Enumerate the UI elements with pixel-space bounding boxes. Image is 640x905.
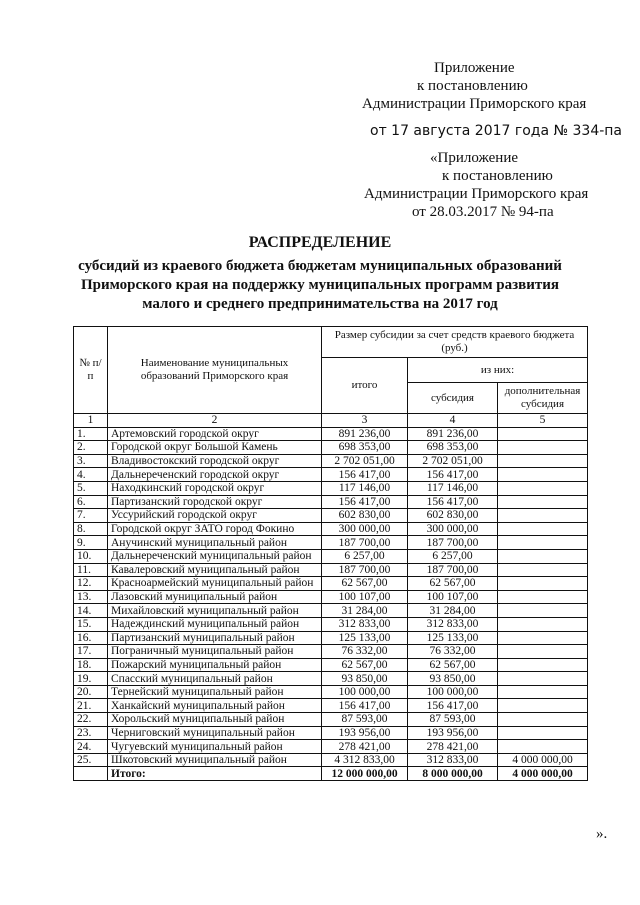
- subsidy-amount: 312 833,00: [408, 753, 498, 767]
- col-header-subsidy: субсидия: [408, 383, 498, 414]
- row-number: 16.: [74, 631, 108, 645]
- extra-subsidy-amount: [498, 536, 588, 550]
- grand-subsidy-amount: 8 000 000,00: [408, 767, 498, 781]
- subtitle-line: Приморского края на поддержку муниципальных программ развития: [80, 277, 560, 293]
- table-row: [74, 590, 588, 604]
- municipality-name: Лазовский муниципальный район: [108, 590, 322, 604]
- row-number: 10.: [74, 549, 108, 563]
- subsidy-amount: 156 417,00: [408, 495, 498, 509]
- subsidy-amount: 156 417,00: [408, 468, 498, 482]
- subsidy-amount: 100 107,00: [408, 590, 498, 604]
- row-number: 12.: [74, 577, 108, 591]
- municipality-name: Партизанский муниципальный район: [108, 631, 322, 645]
- col-header-extra-subsidy: дополнительная субсидия: [498, 383, 588, 414]
- extra-subsidy-amount: [498, 631, 588, 645]
- table-row: [74, 536, 588, 550]
- total-amount: 187 700,00: [322, 536, 408, 550]
- table-row: [74, 713, 588, 727]
- subsidy-amount: 891 236,00: [408, 427, 498, 441]
- total-row-number: [74, 767, 108, 781]
- row-number: 14.: [74, 604, 108, 618]
- subsidy-amount: 278 421,00: [408, 740, 498, 754]
- total-amount: 300 000,00: [322, 522, 408, 536]
- extra-subsidy-amount: [498, 577, 588, 591]
- total-amount: 4 312 833,00: [322, 753, 408, 767]
- table-row: [74, 753, 588, 767]
- extra-subsidy-amount: [498, 617, 588, 631]
- extra-subsidy-amount: [498, 658, 588, 672]
- table-row: [74, 604, 588, 618]
- municipality-name: Городской округ Большой Камень: [108, 441, 322, 455]
- subtitle-line: малого и среднего предпринимательства на 2017 год: [142, 296, 498, 312]
- table-row: [74, 549, 588, 563]
- extra-subsidy-amount: [498, 740, 588, 754]
- extra-subsidy-amount: [498, 441, 588, 455]
- extra-subsidy-amount: [498, 699, 588, 713]
- subsidy-amount: 76 332,00: [408, 645, 498, 659]
- subsidy-amount: 93 850,00: [408, 672, 498, 686]
- total-amount: 31 284,00: [322, 604, 408, 618]
- table-row: [74, 509, 588, 523]
- col-header-of-them: из них:: [408, 358, 588, 383]
- column-number: 5: [498, 414, 588, 428]
- row-number: 1.: [74, 427, 108, 441]
- total-amount: 156 417,00: [322, 699, 408, 713]
- municipality-name: Партизанский городской округ: [108, 495, 322, 509]
- header-date-number: от 17 августа 2017 года № 334-па: [370, 123, 623, 139]
- table-row: [74, 577, 588, 591]
- municipality-name: Пожарский муниципальный район: [108, 658, 322, 672]
- grand-total-amount: 12 000 000,00: [322, 767, 408, 781]
- closing-quote: ».: [596, 826, 608, 842]
- col-header-number: № п/п: [74, 327, 108, 414]
- total-amount: 100 107,00: [322, 590, 408, 604]
- table-row: [74, 631, 588, 645]
- total-amount: 62 567,00: [322, 577, 408, 591]
- municipality-name: Михайловский муниципальный район: [108, 604, 322, 618]
- subsidy-amount: 62 567,00: [408, 577, 498, 591]
- extra-subsidy-amount: [498, 454, 588, 468]
- table-row: [74, 481, 588, 495]
- extra-subsidy-amount: [498, 604, 588, 618]
- municipality-name: Черниговский муниципальный район: [108, 726, 322, 740]
- row-number: 21.: [74, 699, 108, 713]
- subsidy-amount: 602 830,00: [408, 509, 498, 523]
- total-amount: 2 702 051,00: [322, 454, 408, 468]
- subtitle-line: субсидий из краевого бюджета бюджетам муниципальных образований: [78, 258, 562, 274]
- row-number: 8.: [74, 522, 108, 536]
- header-to-resolution: к постановлению: [417, 78, 528, 94]
- municipality-name: Дальнереченский муниципальный район: [108, 549, 322, 563]
- municipality-name: Владивостокский городской округ: [108, 454, 322, 468]
- extra-subsidy-amount: [498, 509, 588, 523]
- total-amount: 187 700,00: [322, 563, 408, 577]
- subsidy-amount: 6 257,00: [408, 549, 498, 563]
- subsidy-amount: 156 417,00: [408, 699, 498, 713]
- municipality-name: Надеждинский муниципальный район: [108, 617, 322, 631]
- header-administration: Администрации Приморского края: [362, 96, 587, 112]
- total-amount: 125 133,00: [322, 631, 408, 645]
- total-amount: 156 417,00: [322, 468, 408, 482]
- column-number: 4: [408, 414, 498, 428]
- header-quote-appendix: «Приложение: [430, 150, 519, 166]
- total-amount: 6 257,00: [322, 549, 408, 563]
- row-number: 11.: [74, 563, 108, 577]
- subsidy-table: [73, 326, 588, 781]
- extra-subsidy-amount: [498, 522, 588, 536]
- subsidy-amount: 312 833,00: [408, 617, 498, 631]
- document-title: РАСПРЕДЕЛЕНИЕ: [248, 234, 392, 251]
- total-label: Итого:: [108, 767, 322, 781]
- col-header-size: Размер субсидии за счет средств краевого бюджета (руб.): [322, 327, 588, 358]
- row-number: 7.: [74, 509, 108, 523]
- row-number: 22.: [74, 713, 108, 727]
- header-quote-administration: Администрации Приморского края: [364, 186, 589, 202]
- extra-subsidy-amount: [498, 726, 588, 740]
- subsidy-amount: 187 700,00: [408, 536, 498, 550]
- subsidy-amount: 187 700,00: [408, 563, 498, 577]
- total-amount: 278 421,00: [322, 740, 408, 754]
- row-number: 23.: [74, 726, 108, 740]
- municipality-name: Шкотовский муниципальный район: [108, 753, 322, 767]
- table-row: [74, 617, 588, 631]
- total-amount: 698 353,00: [322, 441, 408, 455]
- subsidy-amount: 193 956,00: [408, 726, 498, 740]
- municipality-name: Дальнереченский городской округ: [108, 468, 322, 482]
- column-number: 3: [322, 414, 408, 428]
- total-row: [74, 767, 588, 781]
- row-number: 25.: [74, 753, 108, 767]
- table-row: [74, 672, 588, 686]
- extra-subsidy-amount: [498, 672, 588, 686]
- table-row: [74, 495, 588, 509]
- table-row: [74, 645, 588, 659]
- extra-subsidy-amount: [498, 563, 588, 577]
- row-number: 18.: [74, 658, 108, 672]
- table-row: [74, 658, 588, 672]
- subsidy-amount: 300 000,00: [408, 522, 498, 536]
- municipality-name: Красноармейский муниципальный район: [108, 577, 322, 591]
- document-subtitle: [60, 257, 580, 314]
- subsidy-amount: 2 702 051,00: [408, 454, 498, 468]
- col-header-name: Наименование муниципальных образований Приморского края: [108, 327, 322, 414]
- municipality-name: Хорольский муниципальный район: [108, 713, 322, 727]
- total-amount: 100 000,00: [322, 685, 408, 699]
- table-row: [74, 427, 588, 441]
- row-number: 13.: [74, 590, 108, 604]
- row-number: 15.: [74, 617, 108, 631]
- municipality-name: Находкинский городской округ: [108, 481, 322, 495]
- municipality-name: Спасский муниципальный район: [108, 672, 322, 686]
- table-row: [74, 740, 588, 754]
- extra-subsidy-amount: [498, 713, 588, 727]
- table-row: [74, 685, 588, 699]
- municipality-name: Городской округ ЗАТО город Фокино: [108, 522, 322, 536]
- extra-subsidy-amount: [498, 549, 588, 563]
- subsidy-amount: 62 567,00: [408, 658, 498, 672]
- municipality-name: Тернейский муниципальный район: [108, 685, 322, 699]
- subsidy-amount: 125 133,00: [408, 631, 498, 645]
- header-quote-to-resolution: к постановлению: [442, 168, 553, 184]
- total-amount: 156 417,00: [322, 495, 408, 509]
- row-number: 5.: [74, 481, 108, 495]
- grand-extra-subsidy-amount: 4 000 000,00: [498, 767, 588, 781]
- subsidy-amount: 100 000,00: [408, 685, 498, 699]
- table-row: [74, 726, 588, 740]
- extra-subsidy-amount: 4 000 000,00: [498, 753, 588, 767]
- subsidy-amount: 31 284,00: [408, 604, 498, 618]
- total-amount: 891 236,00: [322, 427, 408, 441]
- row-number: 17.: [74, 645, 108, 659]
- row-number: 24.: [74, 740, 108, 754]
- header-appendix: Приложение: [434, 60, 515, 76]
- extra-subsidy-amount: [498, 495, 588, 509]
- total-amount: 87 593,00: [322, 713, 408, 727]
- extra-subsidy-amount: [498, 427, 588, 441]
- header-quote-date: от 28.03.2017 № 94-па: [412, 204, 554, 220]
- table-row: [74, 699, 588, 713]
- municipality-name: Артемовский городской округ: [108, 427, 322, 441]
- table-row: [74, 468, 588, 482]
- total-amount: 312 833,00: [322, 617, 408, 631]
- extra-subsidy-amount: [498, 645, 588, 659]
- municipality-name: Чугуевский муниципальный район: [108, 740, 322, 754]
- municipality-name: Пограничный муниципальный район: [108, 645, 322, 659]
- row-number: 9.: [74, 536, 108, 550]
- table-row: [74, 522, 588, 536]
- total-amount: 602 830,00: [322, 509, 408, 523]
- row-number: 2.: [74, 441, 108, 455]
- table-row: [74, 454, 588, 468]
- extra-subsidy-amount: [498, 468, 588, 482]
- table-row: [74, 563, 588, 577]
- total-amount: 193 956,00: [322, 726, 408, 740]
- total-amount: 117 146,00: [322, 481, 408, 495]
- municipality-name: Уссурийский городской округ: [108, 509, 322, 523]
- subsidy-amount: 87 593,00: [408, 713, 498, 727]
- municipality-name: Анучинский муниципальный район: [108, 536, 322, 550]
- extra-subsidy-amount: [498, 590, 588, 604]
- column-number: 1: [74, 414, 108, 428]
- row-number: 6.: [74, 495, 108, 509]
- column-number: 2: [108, 414, 322, 428]
- municipality-name: Кавалеровский муниципальный район: [108, 563, 322, 577]
- subsidy-amount: 698 353,00: [408, 441, 498, 455]
- table-row: [74, 441, 588, 455]
- row-number: 20.: [74, 685, 108, 699]
- extra-subsidy-amount: [498, 481, 588, 495]
- row-number: 19.: [74, 672, 108, 686]
- row-number: 3.: [74, 454, 108, 468]
- total-amount: 93 850,00: [322, 672, 408, 686]
- extra-subsidy-amount: [498, 685, 588, 699]
- subsidy-amount: 117 146,00: [408, 481, 498, 495]
- total-amount: 76 332,00: [322, 645, 408, 659]
- municipality-name: Ханкайский муниципальный район: [108, 699, 322, 713]
- col-header-total: итого: [322, 358, 408, 414]
- row-number: 4.: [74, 468, 108, 482]
- total-amount: 62 567,00: [322, 658, 408, 672]
